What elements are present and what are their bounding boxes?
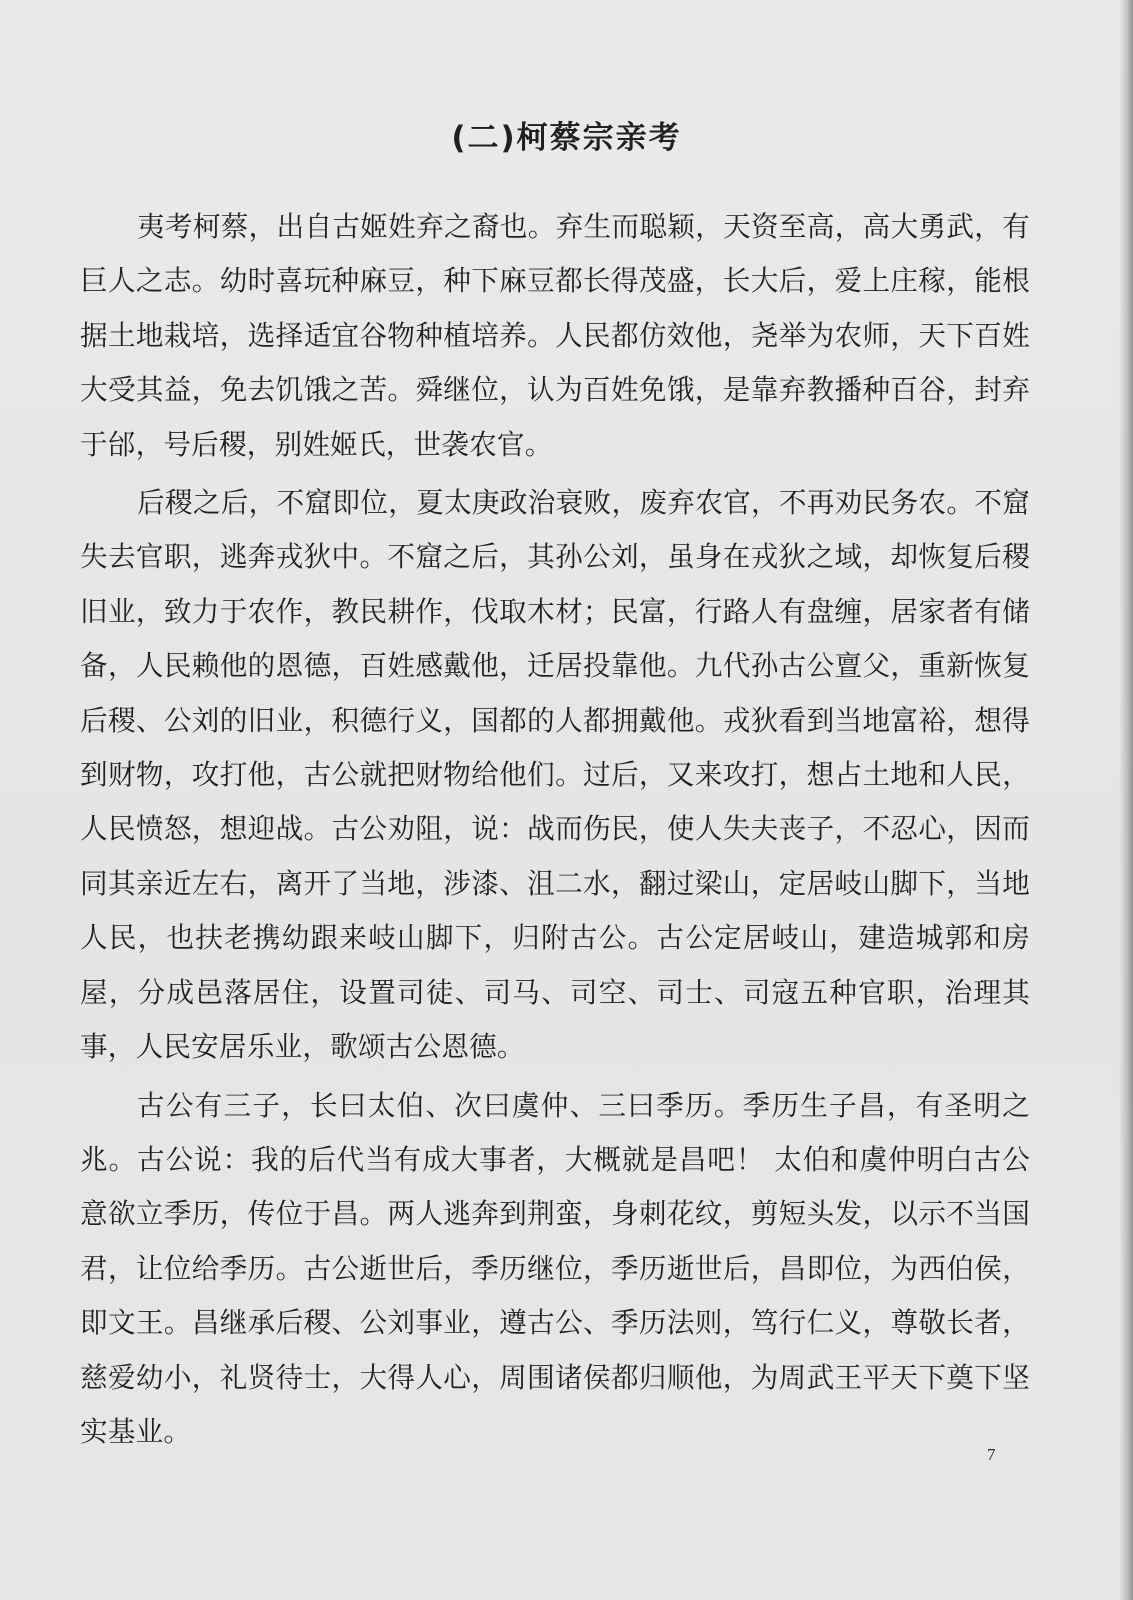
paragraph-2: 后稷之后，不窟即位，夏太庚政治衰败，废弃农官，不再劝民务农。不窟失去官职，逃奔戎狄中。不窟之后，其孙公刘，虽身在戎狄之域，却恢复后稷旧业，致力于农作，教民耕作，伐取木材；民富，行路人有盘缠，居家者有储备，人民赖他的恩德，百姓感戴他，迁居投靠他。九代孙古公亶父，重新恢复后稷、公刘的旧业，积德行义，国都的人都拥戴他。戎狄看到当地富裕，想得到财物，攻打他，古公就把财物给他们。过后，又来攻打，想占土地和人民，人民愤怒，想迎战。古公劝阻，说：战而伤民，使人失夫丧子，不忍心，因而同其亲近左右，离开了当地，涉漆、沮二水，翻过梁山，定居岐山脚下，当地人民，也扶老携幼跟来岐山脚下，归附古公。古公定居岐山，建造城郭和房屋，分成邑落居住，设置司徒、司马、司空、司士、司寇五种官职，治理其事，人民安居乐业，歌颂古公恩德。 xyxy=(80,486,1030,1064)
paragraph-1: 夷考柯蔡，出自古姬姓弃之裔也。弃生而聪颖，天资至高，高大勇武，有巨人之志。幼时喜玩种麻豆，种下麻豆都长得茂盛，长大后，爱上庄稼，能根据土地栽培，选择适宜谷物种植培养。人民都仿效他，尧举为农师，天下百姓大受其益，免去饥饿之苦。舜继位，认为百姓免饿，是靠弃教播种百谷，封弃于邰，号后稷，别姓姬氏，世袭农官。 xyxy=(80,210,1030,461)
paragraph-3: 古公有三子，长曰太伯、次曰虞仲、三曰季历。季历生子昌，有圣明之兆。古公说：我的后代当有成大事者，大概就是昌吧！ 太伯和虞仲明白古公意欲立季历，传位于昌。两人逃奔到荆蛮，身刺花纹，剪短头发，以示不当国君，让位给季历。古公逝世后，季历继位，季历逝世后，昌即位，为西伯侯，即文王。昌继承后稷、公刘事业，遵古公、季历法则，笃行仁义，尊敬长者，慈爱幼小，礼贤待士，大得人心，周围诸侯都归顺他，为周武王平天下奠下坚实基业。 xyxy=(80,1088,1030,1448)
article-body xyxy=(80,200,1030,1463)
scan-edge-shadow xyxy=(1119,0,1133,1600)
page-title: (二)柯蔡宗亲考 xyxy=(451,120,682,156)
page-number: 7 xyxy=(987,1445,996,1464)
